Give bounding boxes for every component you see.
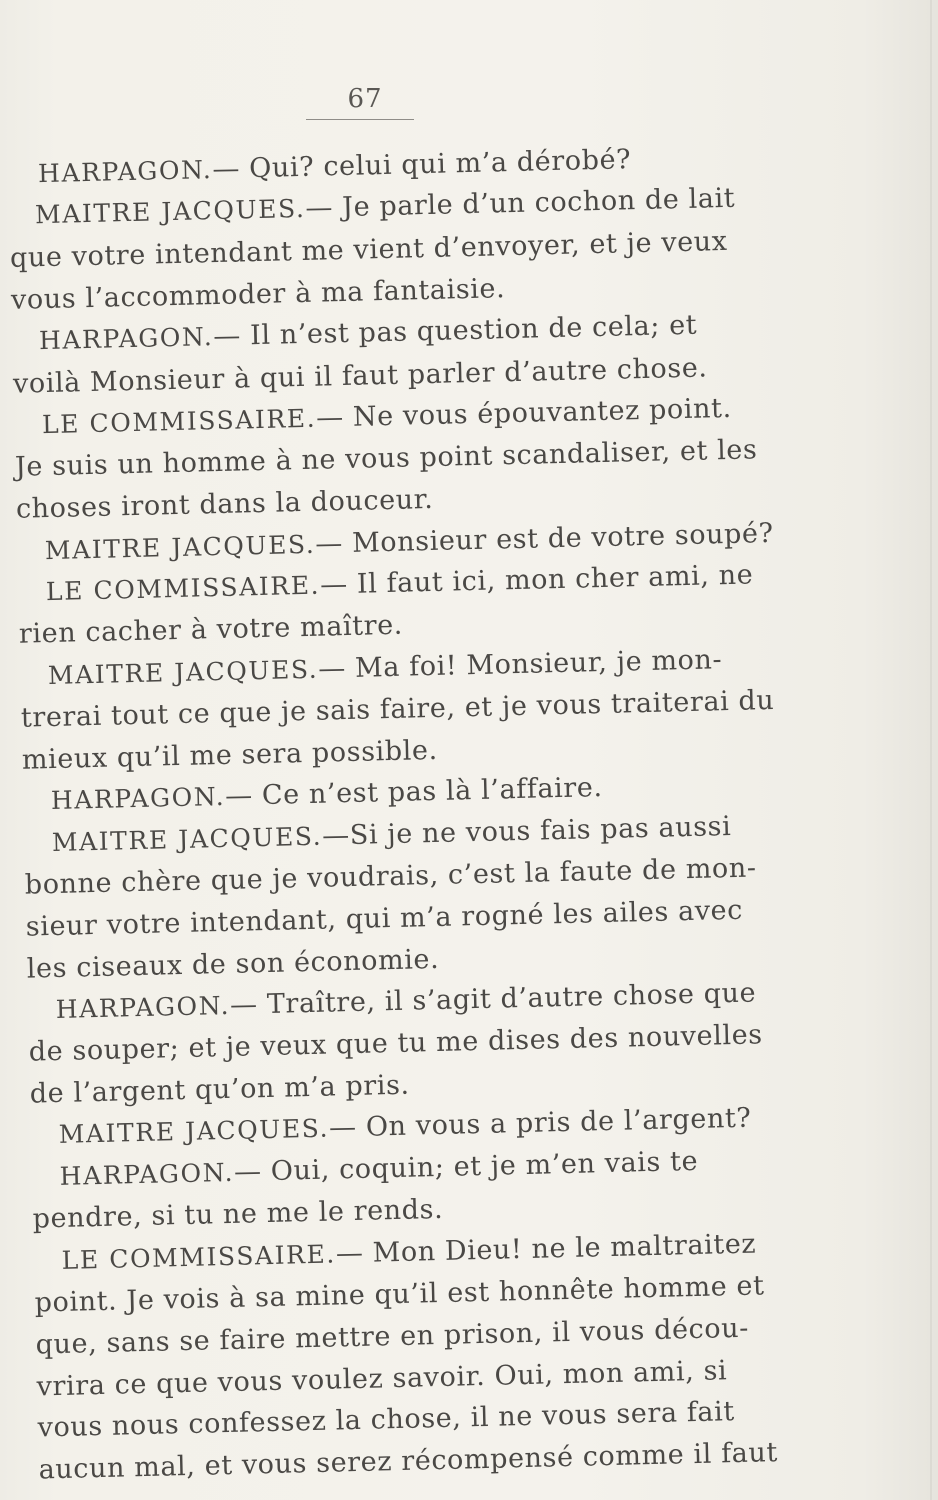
line-text: aucun mal, et vous serez récompensé comme il faut	[38, 1437, 779, 1486]
text-line	[15, 435, 758, 482]
line-text: pendre, si tu ne me le rends.	[32, 1193, 444, 1235]
text-line	[26, 896, 744, 943]
line-text: — Il faut ici, mon cher ami, ne	[319, 559, 754, 601]
text-line	[35, 1314, 749, 1361]
line-text: que votre intendant me vient d’envoyer, et je veux	[9, 225, 728, 274]
line-text: vous nous confessez la chose, il ne vous sera fait	[37, 1396, 736, 1444]
text-line	[55, 978, 756, 1024]
speaker-name: HARPAGON.	[38, 322, 214, 356]
speaker-name: MAITRE JACQUES.	[44, 529, 316, 566]
line-text: — Qui? celui qui m’a dérobé?	[212, 144, 632, 186]
speaker-name: MAITRE JACQUES.	[51, 821, 323, 858]
text-line	[39, 311, 698, 357]
line-text: choses iront dans la douceur.	[15, 483, 434, 525]
page-edge	[930, 0, 932, 1500]
line-text: mieux qu’il me sera possible.	[21, 734, 439, 776]
line-text: rien cacher à votre maître.	[18, 609, 404, 650]
line-text: — Ce n’est pas là l’affaire.	[224, 772, 603, 812]
page-number: 67	[347, 84, 383, 114]
text-line	[61, 1230, 756, 1276]
header-rule	[306, 119, 414, 120]
text-line	[42, 394, 732, 440]
text-line	[10, 227, 728, 274]
text-line	[48, 645, 723, 691]
speaker-name: HARPAGON.	[59, 1157, 235, 1191]
text-line	[19, 611, 404, 650]
speaker-name: HARPAGON.	[37, 155, 213, 189]
line-text: vrira ce que vous voulez savoir. Oui, mon ami, si	[36, 1355, 728, 1403]
line-text: — Je parle d’un cochon de lait	[305, 182, 736, 224]
line-text: — Mon Dieu! ne le maltraitez	[335, 1228, 757, 1270]
text-line	[46, 560, 754, 607]
text-line	[38, 1438, 778, 1485]
line-text: — Traître, il s’agit d’autre chose que	[229, 977, 757, 1021]
line-text: les ciseaux de son économie.	[26, 943, 440, 985]
speaker-name: HARPAGON.	[55, 990, 231, 1024]
text-line	[22, 736, 438, 776]
text-line	[58, 1104, 751, 1150]
text-line	[59, 1147, 698, 1192]
text-line	[51, 773, 603, 816]
text-line	[13, 353, 708, 399]
text-line	[34, 1271, 764, 1318]
text-line	[35, 184, 736, 230]
text-line	[28, 1020, 763, 1067]
text-line	[32, 1195, 443, 1235]
line-text: de souper; et je veux que tu me dises des nouvelles	[28, 1019, 764, 1068]
text-line	[16, 485, 434, 525]
text-line	[45, 519, 774, 566]
line-text: —Si je ne vous fais pas aussi	[321, 811, 732, 852]
text-line	[29, 1071, 410, 1110]
line-text: — Ma foi! Monsieur, je mon-	[317, 644, 723, 685]
speaker-name: MAITRE JACQUES.	[47, 654, 319, 691]
line-text: voilà Monsieur à qui il faut parler d’autre chose.	[12, 352, 708, 400]
speaker-name: HARPAGON.	[50, 781, 226, 816]
speaker-name: LE COMMISSAIRE.	[45, 570, 321, 607]
text-line	[38, 145, 632, 189]
line-text: que, sans se faire mettre en prison, il vous décou-	[35, 1312, 750, 1361]
speaker-name: LE COMMISSAIRE.	[61, 1239, 337, 1275]
line-text: — Oui, coquin; et je m’en vais te	[233, 1145, 699, 1188]
line-text: vous l’accommoder à ma fantaisie.	[10, 273, 506, 316]
text-line	[36, 1356, 727, 1402]
text-line	[52, 812, 732, 858]
speaker-name: MAITRE JACQUES.	[58, 1113, 330, 1149]
line-text: — On vous a pris de l’argent?	[328, 1102, 752, 1144]
line-text: — Il n’est pas question de cela; et	[212, 309, 698, 353]
line-text: — Ne vous épouvantez point.	[315, 392, 733, 434]
speaker-name: LE COMMISSAIRE.	[41, 403, 317, 440]
text-line	[11, 274, 506, 316]
speaker-name: MAITRE JACQUES.	[34, 193, 306, 230]
text-line	[26, 945, 439, 985]
text-line	[25, 853, 757, 900]
text-line	[37, 1397, 735, 1443]
line-text: Je suis un homme à ne vous point scandaliser, et les	[14, 434, 758, 483]
text-line	[21, 686, 775, 734]
line-text: sieur votre intendant, qui m’a rogné les ailes avec	[25, 894, 744, 943]
line-text: bonne chère que je voudrais, c’est la faute de mon-	[24, 852, 757, 901]
line-text: trerai tout ce que je sais faire, et je vous traiterai du	[20, 684, 775, 734]
line-text: point. Je vois à sa mine qu’il est honnête homme et	[34, 1270, 765, 1319]
line-text: de l’argent qu’on m’a pris.	[29, 1069, 411, 1110]
line-text: — Monsieur est de votre soupé?	[314, 517, 774, 560]
